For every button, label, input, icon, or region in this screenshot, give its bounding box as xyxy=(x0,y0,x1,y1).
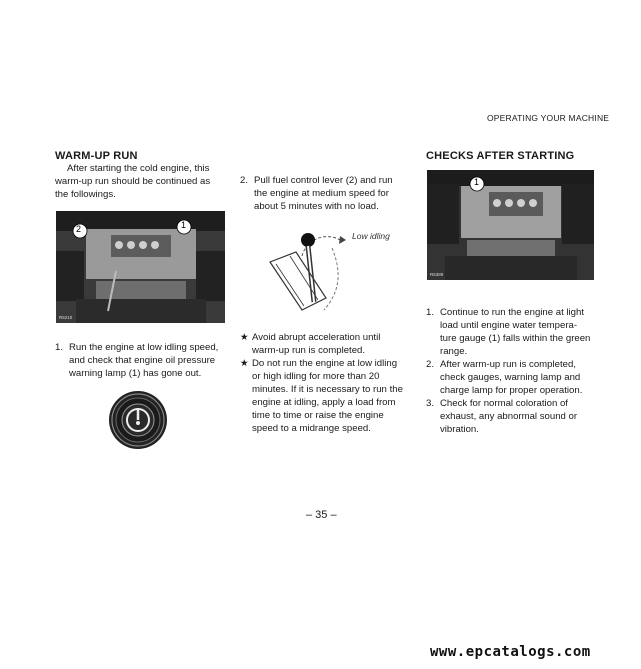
note-line: minutes. If it is necessary to run the xyxy=(252,384,403,395)
checks-title: CHECKS AFTER STARTING xyxy=(426,150,575,162)
gauge-photo xyxy=(427,170,594,280)
note-line: engine at idling, apply a load from xyxy=(252,397,396,408)
step-line: exhaust, any abnormal sound or xyxy=(440,411,578,422)
list-item xyxy=(426,358,596,397)
step-line: the engine at medium speed for xyxy=(254,188,389,199)
step-line: check gauges, warning lamp and xyxy=(440,372,581,383)
oil-pressure-lamp-icon xyxy=(108,390,168,450)
step-line: about 5 minutes with no load. xyxy=(254,201,379,212)
note-line: warm-up run is completed. xyxy=(252,345,366,356)
low-idling-label: Low idling xyxy=(352,231,390,241)
step-line: Run the engine at low idling speed, xyxy=(69,342,219,353)
step-line: After warm-up run is completed, xyxy=(440,359,576,370)
step-number: 1. xyxy=(426,307,435,318)
intro-line: warm-up run should be continued as xyxy=(55,176,211,187)
caution-notes xyxy=(240,331,410,435)
note-line: speed to a midrange speed. xyxy=(252,423,371,434)
gauge-illustration xyxy=(427,170,594,280)
photo-callout-2: 2 xyxy=(76,224,82,234)
watermark-link[interactable]: www.epcatalogs.com xyxy=(430,644,591,660)
photo-code: R5210 xyxy=(59,315,73,320)
step-line: and check that engine oil pressure xyxy=(69,355,216,366)
note-line: Do not run the engine at low idling xyxy=(252,358,398,369)
star-mark-icon: ★ xyxy=(240,358,249,369)
page-number: – 35 – xyxy=(306,509,337,521)
intro-line: After starting the cold engine, this xyxy=(67,163,210,174)
note-line: time to time or raise the engine xyxy=(252,410,384,421)
step-number: 3. xyxy=(426,398,435,409)
step-line: ture gauge (1) falls within the green xyxy=(440,333,591,344)
list-item xyxy=(55,341,227,380)
warm-up-intro xyxy=(55,162,225,201)
intro-line: the followings. xyxy=(55,189,116,200)
step-line: vibration. xyxy=(440,424,479,435)
step-line: charge lamp for proper operation. xyxy=(440,385,583,396)
star-mark-icon: ★ xyxy=(240,332,249,343)
list-item xyxy=(240,357,410,435)
note-line: Avoid abrupt acceleration until xyxy=(252,332,381,343)
photo-code: R5389 xyxy=(430,272,444,277)
step-number: 2. xyxy=(426,359,435,370)
step-line: load until engine water tempera- xyxy=(440,320,578,331)
dashboard-illustration xyxy=(56,211,225,323)
photo-callout-1: 1 xyxy=(181,220,187,230)
list-item xyxy=(240,174,410,213)
warm-up-title: WARM-UP RUN xyxy=(55,150,138,162)
dashboard-photo xyxy=(56,211,225,323)
list-item xyxy=(426,397,596,436)
fuel-lever-diagram xyxy=(262,222,402,322)
list-item xyxy=(240,331,410,357)
step-line: warning lamp (1) has gone out. xyxy=(69,368,202,379)
list-item xyxy=(426,306,596,358)
note-line: or high idling for more than 20 xyxy=(252,371,380,382)
step-number: 1. xyxy=(55,342,64,353)
photo-callout-1: 1 xyxy=(474,177,480,187)
middle-steps xyxy=(240,174,410,213)
checks-steps xyxy=(426,306,596,436)
step-line: Check for normal coloration of xyxy=(440,398,568,409)
step-line: range. xyxy=(440,346,468,357)
running-header: OPERATING YOUR MACHINE xyxy=(487,113,610,123)
warm-up-steps xyxy=(55,341,227,380)
step-line: Pull fuel control lever (2) and run xyxy=(254,175,393,186)
step-number: 2. xyxy=(240,175,249,186)
step-line: Continue to run the engine at light xyxy=(440,307,585,318)
